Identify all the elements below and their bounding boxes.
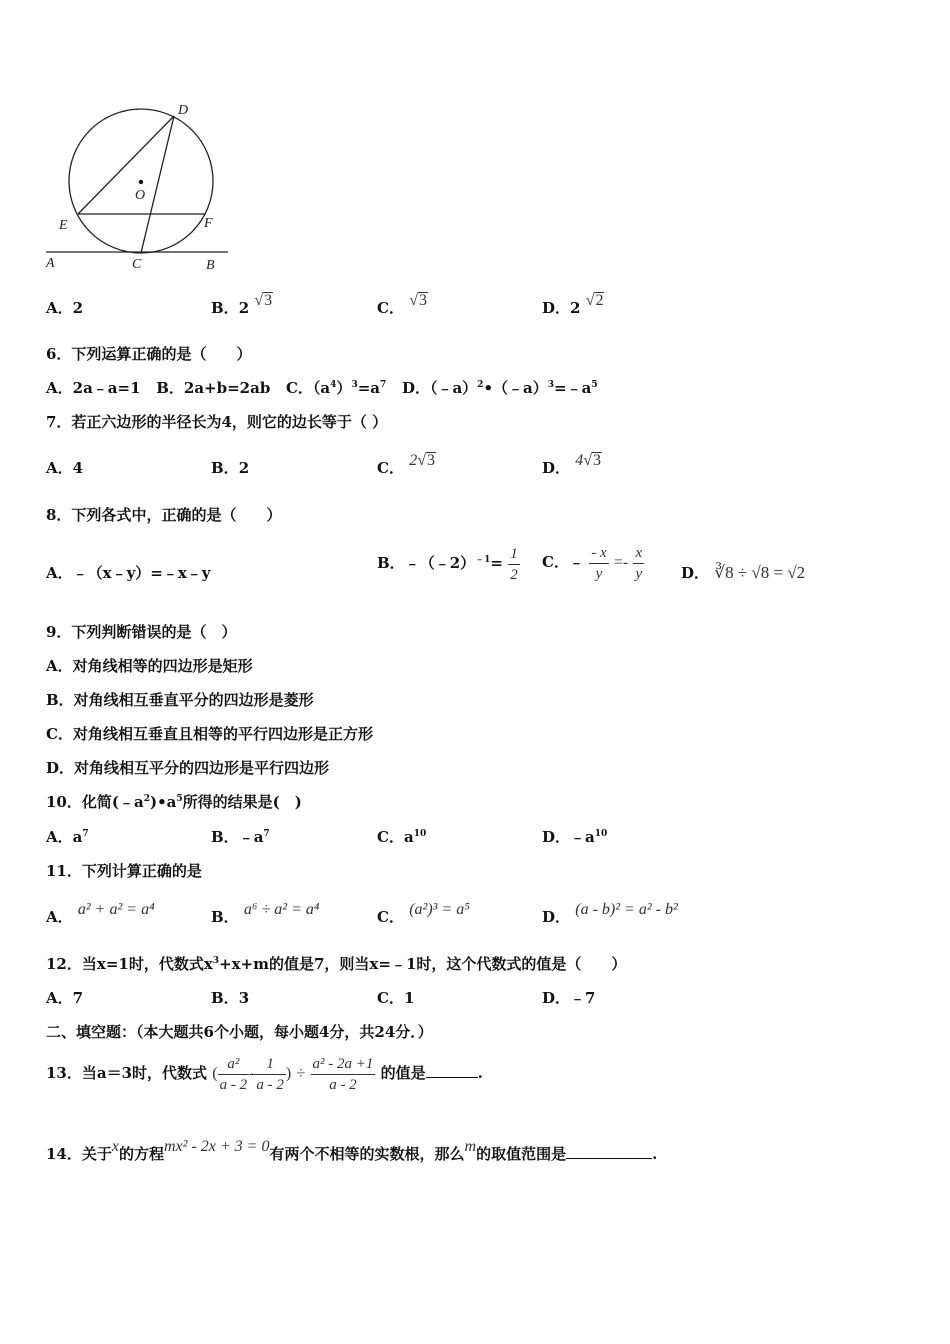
label-c: C — [132, 257, 142, 272]
fraction-divisor: $\frac{\text{a² - 2a +1}}{a - 2}$ — [312, 1055, 374, 1093]
q6-option-b: B．2a+b=2ab — [156, 379, 271, 397]
q10-option-c: C．$a^{10}$ — [377, 828, 427, 846]
q14: 14．关于x的方程mx² - 2x + 3 = 0有两个不相等的实数根，那么m的取值范围是 . — [46, 1138, 658, 1163]
q12-stem: 12．当x=1时，代数式$x^3+x+m$的值是7，则当x=﹣1时，这个代数式的值是（ ） — [46, 955, 627, 973]
option-letter: D． — [542, 299, 571, 317]
q10-option-a: A．$a^7$ — [46, 828, 89, 846]
q9-option-b: B．对角线相互垂直平分的四边形是菱形 — [46, 691, 314, 709]
q12-option-a: A．7 — [46, 989, 84, 1007]
option-letter: A． — [46, 299, 73, 317]
q7-option-c: C． 2√3 — [377, 452, 435, 477]
q7-option-a: A．4 — [46, 459, 84, 477]
q8-option-a: A．﹣（x﹣y）=﹣x﹣y — [46, 564, 211, 582]
q5-option-b — [211, 292, 273, 319]
label-e: E — [59, 218, 68, 233]
q11-option-c: C． (a²)³ = a⁵ — [377, 901, 470, 926]
label-d: D — [178, 103, 189, 118]
q11-option-a: A． a² + a² = a⁴ — [46, 901, 155, 926]
q5-option-a — [46, 298, 83, 318]
chord-cd — [141, 116, 174, 253]
q10-option-b: B．$﹣a^7$ — [211, 828, 270, 846]
answer-blank[interactable] — [566, 1144, 652, 1159]
q12-option-d: D．﹣7 — [542, 989, 596, 1007]
answer-blank[interactable] — [426, 1063, 478, 1078]
sqrt-expression: 2√3 — [409, 452, 435, 469]
q6-option-d: D．$(﹣a)^2•(﹣a)^3=﹣a^5$ — [401, 379, 598, 397]
chord-ed — [78, 116, 174, 214]
q8-stem: 8．下列各式中，正确的是（ ） — [46, 506, 282, 524]
fraction-one-half: $\frac{1}{2}$ — [510, 545, 518, 583]
q10-stem: 10．化简$(﹣a^2)•a^5$所得的结果是( ) — [46, 793, 302, 811]
sqrt-expression: √3 — [409, 292, 427, 309]
q9-option-c: C．对角线相互垂直且相等的平行四边形是正方形 — [46, 725, 373, 743]
fraction-1-over-a-minus-2: $\frac{1}{a - 2}$ — [256, 1055, 284, 1093]
q9-option-a: A．对角线相等的四边形是矩形 — [46, 657, 253, 675]
q11-stem: 11．下列计算正确的是 — [46, 862, 202, 880]
option-value: 2 — [72, 299, 84, 317]
option-value: 2 — [570, 299, 581, 317]
center-point — [139, 180, 143, 184]
section-title-fill-in: 二、填空题：（本大题共6个小题，每小题4分，共24分．） — [46, 1023, 433, 1041]
sqrt-expression: √2 — [585, 292, 604, 309]
q5-option-d — [542, 292, 604, 319]
fraction-a2-over-a-minus-2: $\frac{\text{a²}}{a - 2}$ — [219, 1055, 248, 1093]
q5-option-c — [377, 292, 428, 319]
q11-option-d: D． (a - b)² = a² - b² — [542, 901, 678, 926]
q8-option-c: C．﹣ $\frac{- x}{y}$ =- $\frac{x}{y}$ — [542, 544, 643, 582]
q12-option-b: B．3 — [211, 989, 250, 1007]
q12-option-c: C．1 — [377, 989, 415, 1007]
option-letter: C． — [377, 299, 404, 317]
q7-option-d: D． 4√3 — [542, 452, 602, 477]
option-value: 2 — [238, 299, 250, 317]
q6-option-a: A．2a﹣a=1 — [46, 379, 141, 397]
option-letter: B． — [211, 299, 239, 317]
q6-option-c: C．$(a^4)^3=a^7$ — [285, 379, 387, 397]
fraction-neg-x-over-y: $\frac{- x}{y}$ — [591, 544, 607, 582]
label-b: B — [206, 258, 215, 273]
label-o: O — [135, 188, 146, 203]
sqrt-expression: 4√3 — [575, 452, 602, 469]
q8-option-b: B．﹣（﹣2）$^{﹣1}$= $\frac{1}{2}$ — [377, 545, 518, 583]
q9-stem: 9．下列判断错误的是（ ） — [46, 623, 237, 641]
fraction-x-over-y: $\frac{x}{y}$ — [635, 544, 643, 582]
q13: 13．当a＝3时，代数式 ( $\frac{\text{a²}}{a - 2}$ - $\frac{1}{a - 2}$ ) ÷ $\frac{\text{a² - 2a +1}}{a - 2}$ 的值是 . — [46, 1055, 483, 1093]
circle-figure — [38, 95, 238, 275]
q11-option-b: B． a⁶ ÷ a² = a⁴ — [211, 901, 320, 926]
q6-options — [46, 378, 598, 398]
q7-option-b: B．2 — [211, 459, 250, 477]
label-a: A — [46, 256, 55, 271]
q6-stem: 6．下列运算正确的是（ ） — [46, 345, 252, 363]
sqrt-expression: √3 — [254, 292, 273, 309]
q10-option-d: D．$﹣a^{10}$ — [542, 828, 608, 846]
q9-option-d: D．对角线相互平分的四边形是平行四边形 — [46, 759, 330, 777]
q8-option-d: D． ∛8 ÷ √8 = √2 — [681, 563, 806, 582]
label-f: F — [204, 216, 213, 231]
q7-stem: 7．若正六边形的半径长为4，则它的边长等于（ ） — [46, 413, 388, 431]
